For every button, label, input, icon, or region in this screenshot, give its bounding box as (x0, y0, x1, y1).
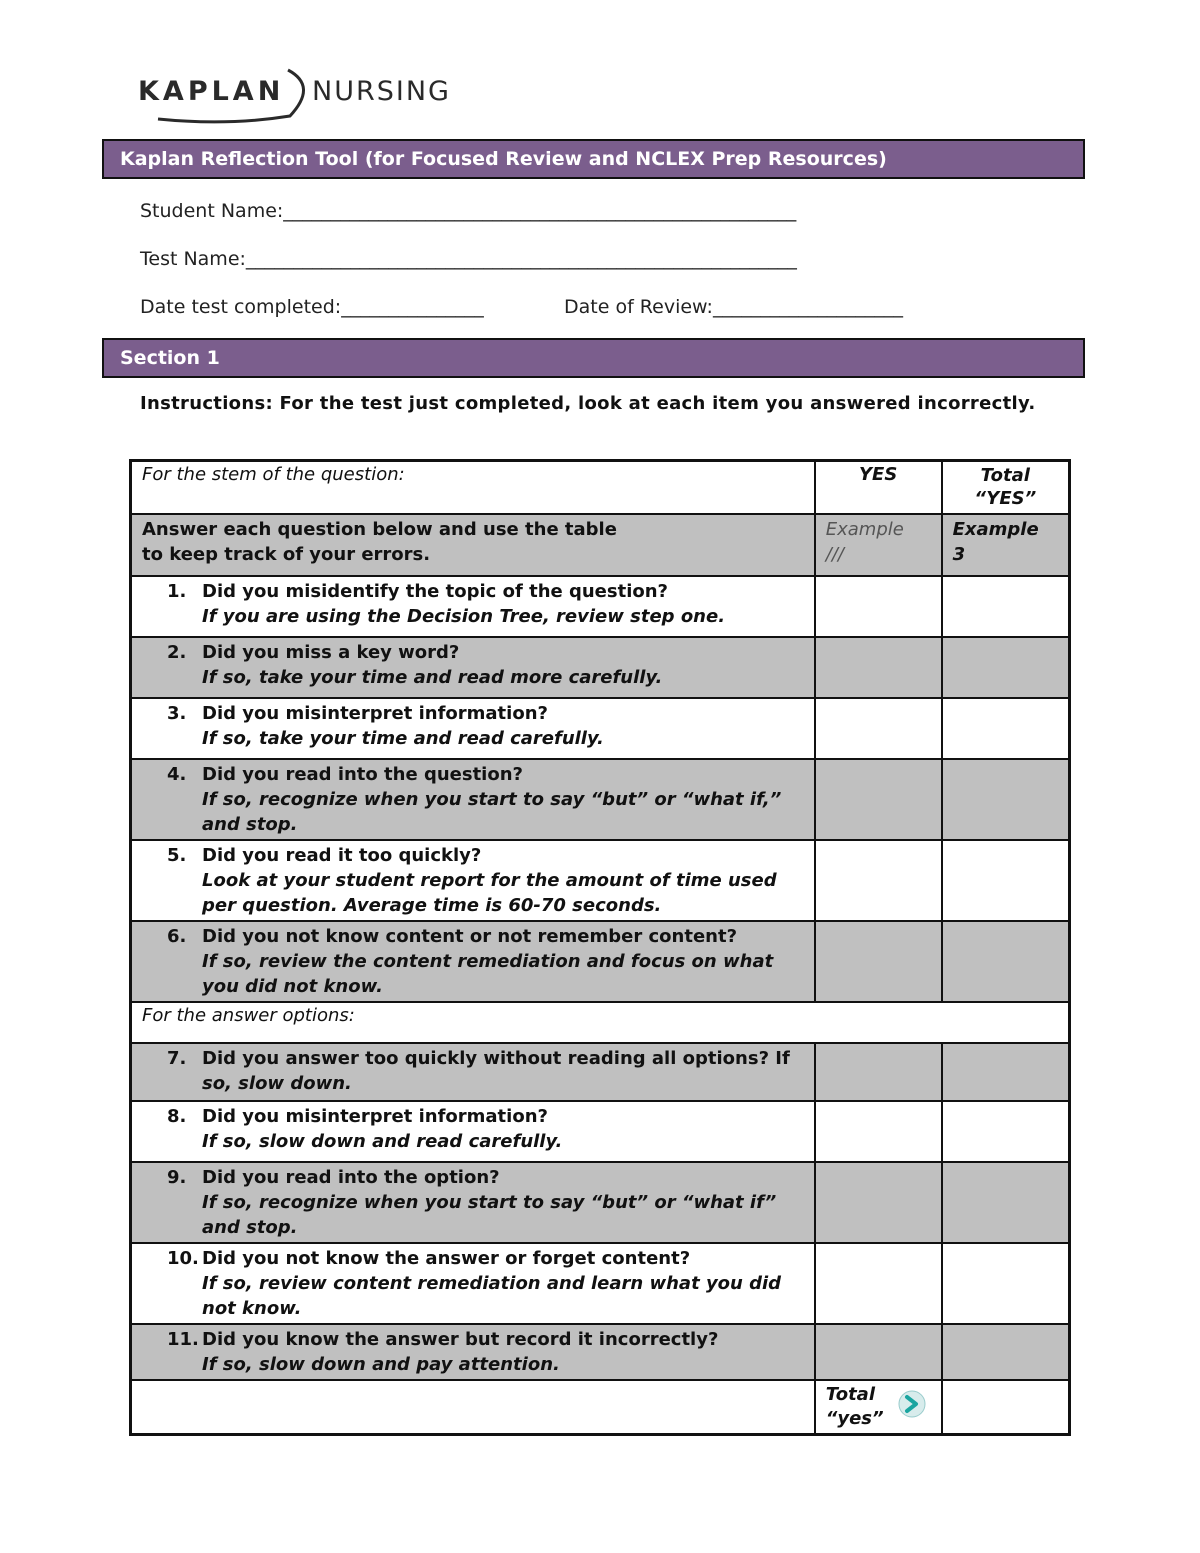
yes-cell-5[interactable] (815, 840, 942, 921)
yes-cell-9[interactable] (815, 1162, 942, 1243)
options-header: For the answer options: (131, 1002, 1070, 1043)
yes-cell-11[interactable] (815, 1324, 942, 1380)
total-cell-4[interactable] (942, 759, 1070, 840)
total-cell-10[interactable] (942, 1243, 1070, 1324)
student-name-field[interactable]: Student Name:______________________________________________________ (140, 200, 797, 222)
yes-cell-3[interactable] (815, 698, 942, 759)
total-cell-5[interactable] (942, 840, 1070, 921)
question-text: Did you misinterpret information? (202, 1105, 548, 1127)
question-number: 6. (167, 925, 187, 947)
yes-header: YES (815, 461, 942, 514)
question-hint: If so, review content remediation and learn what you did not know. (202, 1272, 782, 1319)
question-hint: If so, slow down and pay attention. (202, 1353, 560, 1375)
question-hint: If you are using the Decision Tree, review step one. (202, 605, 726, 627)
yes-cell-7[interactable] (815, 1043, 942, 1101)
question-hint: If so, recognize when you start to say “but” or “what if,” and stop. (202, 788, 782, 835)
question-number: 4. (167, 763, 187, 785)
total-cell-1[interactable] (942, 576, 1070, 637)
question-text: Did you not know content or not remember content? (202, 925, 738, 947)
total-cell-7[interactable] (942, 1043, 1070, 1101)
question-row-6 (131, 921, 815, 1002)
stem-header: For the stem of the question: (131, 461, 815, 514)
kaplan-nursing-logo (138, 64, 478, 126)
question-row-3 (131, 698, 815, 759)
question-number: 7. (167, 1047, 187, 1069)
question-row-10 (131, 1243, 815, 1324)
question-hint: so, slow down. (202, 1072, 352, 1094)
question-number: 2. (167, 641, 187, 663)
total-header (942, 461, 1070, 514)
total-cell-2[interactable] (942, 637, 1070, 698)
total-cell-11[interactable] (942, 1324, 1070, 1380)
yes-cell-1[interactable] (815, 576, 942, 637)
question-text: Did you read it too quickly? (202, 844, 482, 866)
question-hint: If so, slow down and read carefully. (202, 1130, 563, 1152)
yes-cell-6[interactable] (815, 921, 942, 1002)
question-text: Did you not know the answer or forget content? (202, 1247, 691, 1269)
total-cell-8[interactable] (942, 1101, 1070, 1162)
question-number: 1. (167, 580, 187, 602)
question-text: Did you read into the question? (202, 763, 523, 785)
yes-cell-8[interactable] (815, 1101, 942, 1162)
question-hint: If so, recognize when you start to say “but” or “what if” and stop. (202, 1191, 777, 1238)
example-total-cell (942, 514, 1070, 576)
total-row-blank (131, 1380, 815, 1435)
test-name-field[interactable]: Test Name:__________________________________________________________ (140, 248, 797, 270)
reflection-table (129, 459, 1071, 1436)
total-yes-label (815, 1380, 942, 1435)
teal-arrow-icon (897, 1389, 927, 1419)
answer-each-line-1: Answer each question below and use the table (142, 518, 617, 540)
question-number: 11. (167, 1328, 199, 1350)
date-review-field[interactable]: Date of Review:____________________ (564, 296, 903, 318)
example-yes-2: /// (825, 543, 844, 565)
question-text: Did you read into the option? (202, 1166, 500, 1188)
question-number: 9. (167, 1166, 187, 1188)
yes-cell-10[interactable] (815, 1243, 942, 1324)
question-row-1 (131, 576, 815, 637)
example-yes-cell (815, 514, 942, 576)
question-hint: If so, take your time and read more carefully. (202, 666, 663, 688)
question-row-2 (131, 637, 815, 698)
question-text: Did you answer too quickly without reading all options? If (202, 1047, 790, 1069)
answer-each-cell (131, 514, 815, 576)
total-yes-2: “yes” (825, 1407, 884, 1429)
instructions: Instructions: For the test just completed, look at each item you answered incorrectly. (140, 393, 1036, 414)
answer-each-line-2: to keep track of your errors. (142, 543, 431, 565)
section-banner: Section 1 (102, 338, 1085, 378)
question-row-9 (131, 1162, 815, 1243)
total-header-2: “YES” (974, 488, 1037, 509)
logo-kaplan: KAPLAN (138, 76, 285, 107)
example-yes-1: Example (825, 518, 904, 540)
yes-cell-4[interactable] (815, 759, 942, 840)
title-banner: Kaplan Reflection Tool (for Focused Review and NCLEX Prep Resources) (102, 139, 1085, 179)
question-text: Did you misinterpret information? (202, 702, 548, 724)
question-text: Did you know the answer but record it incorrectly? (202, 1328, 719, 1350)
question-row-5 (131, 840, 815, 921)
question-text: Did you misidentify the topic of the question? (202, 580, 668, 602)
total-cell-6[interactable] (942, 921, 1070, 1002)
question-text: Did you miss a key word? (202, 641, 460, 663)
date-completed-field[interactable]: Date test completed:_______________ (140, 296, 484, 318)
grand-total-cell[interactable] (942, 1380, 1070, 1435)
question-row-8 (131, 1101, 815, 1162)
question-number: 5. (167, 844, 187, 866)
question-number: 10. (167, 1247, 199, 1269)
question-row-7 (131, 1043, 815, 1101)
question-number: 8. (167, 1105, 187, 1127)
question-row-4 (131, 759, 815, 840)
question-row-11 (131, 1324, 815, 1380)
example-total-1: Example (952, 518, 1039, 540)
question-hint: Look at your student report for the amount of time used per question. Average time is 60-70 seconds. (202, 869, 777, 916)
total-cell-9[interactable] (942, 1162, 1070, 1243)
yes-cell-2[interactable] (815, 637, 942, 698)
question-number: 3. (167, 702, 187, 724)
logo-nursing: NURSING (312, 76, 451, 107)
question-hint: If so, review the content remediation and focus on what you did not know. (202, 950, 774, 997)
example-total-2: 3 (952, 543, 966, 565)
question-hint: If so, take your time and read carefully. (202, 727, 604, 749)
total-header-1: Total (980, 465, 1030, 486)
total-yes-1: Total (825, 1383, 875, 1405)
total-cell-3[interactable] (942, 698, 1070, 759)
